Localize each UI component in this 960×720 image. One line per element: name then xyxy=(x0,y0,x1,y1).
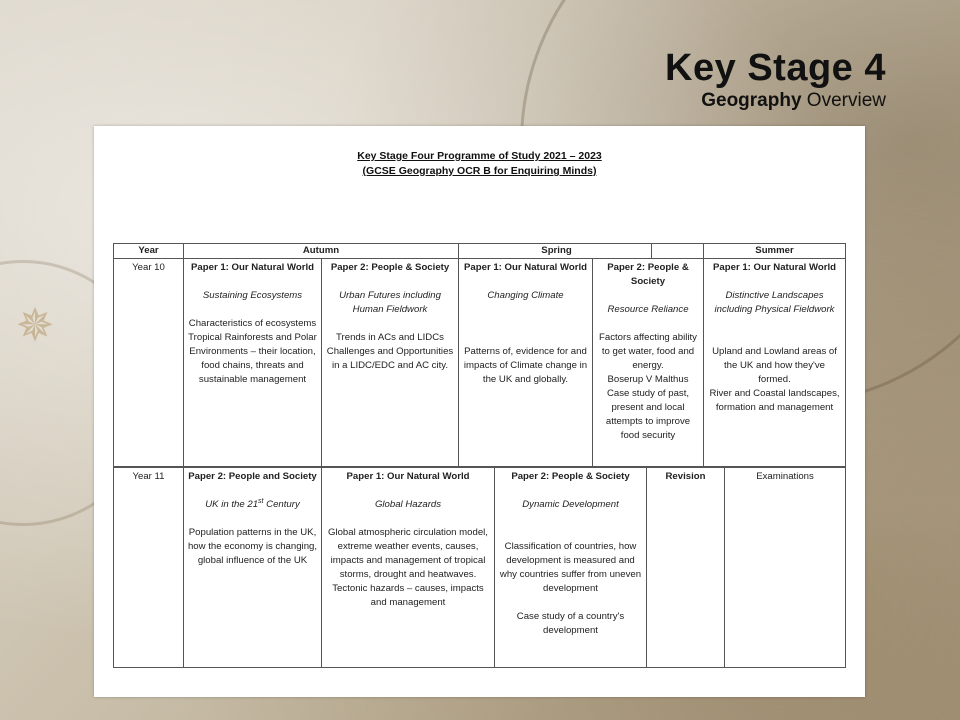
year10-autumn2-cell: Paper 2: People & Society Urban Futures including Human Fieldwork Trends in ACs and LIDCs Challenges and Opportunities in a LIDC/EDC and AC city. xyxy=(322,259,459,467)
header-summer: Summer xyxy=(704,244,846,259)
document-heading xyxy=(94,149,865,179)
year11-revision-cell: Revision xyxy=(647,468,725,668)
document-heading-line1: Key Stage Four Programme of Study 2021 – 2023 xyxy=(357,150,602,162)
year10-label: Year 10 xyxy=(114,259,184,467)
header-autumn: Autumn xyxy=(184,244,459,259)
year11-label: Year 11 xyxy=(114,468,184,668)
year10-summer-cell: Paper 1: Our Natural World Distinctive Landscapes including Physical Fieldwork Upland and Lowland areas of the UK and how they've formed. River and Coastal landscapes, formation and management xyxy=(704,259,846,467)
slide-title: Key Stage 4 xyxy=(665,47,886,89)
document-heading-line2: (GCSE Geography OCR B for Enquiring Minds) xyxy=(362,165,597,177)
header-spring: Spring xyxy=(459,244,704,259)
year11-autumn2-cell: Paper 1: Our Natural World Global Hazards Global atmospheric circulation model, extreme weather events, causes, impacts and management of tropical storms, drought and heatwaves. Tectonic hazards – causes, impacts and management xyxy=(322,468,495,668)
slide-title-block xyxy=(665,46,886,112)
programme-table-year11 xyxy=(113,467,846,668)
slide-subtitle: Geography Overview xyxy=(701,90,886,111)
header-year: Year xyxy=(114,244,184,259)
year10-autumn1-cell: Paper 1: Our Natural World Sustaining Ecosystems Characteristics of ecosystems Tropical Rainforests and Polar Environments – their location, food chains, threats and sustainable management xyxy=(184,259,322,467)
compass-rose-icon: ✵ xyxy=(15,298,55,352)
document-page xyxy=(94,126,865,697)
year11-spring-cell: Paper 2: People & Society Dynamic Development Classification of countries, how development is measured and why countries suffer from uneven development Case study of a country's development xyxy=(495,468,647,668)
year11-autumn1-cell: Paper 2: People and Society UK in the 21st Century Population patterns in the UK, how the economy is changing, global influence of the UK xyxy=(184,468,322,668)
year10-spring2-cell: Paper 2: People & Society Resource Reliance Factors affecting ability to get water, food and energy. Boserup V Malthus Case study of past, present and local attempts to improve food security xyxy=(593,259,704,467)
programme-table-year10 xyxy=(113,243,846,467)
year10-spring1-cell: Paper 1: Our Natural World Changing Climate Patterns of, evidence for and impacts of Climate change in the UK and globally. xyxy=(459,259,593,467)
year11-examinations-cell: Examinations xyxy=(725,468,846,668)
